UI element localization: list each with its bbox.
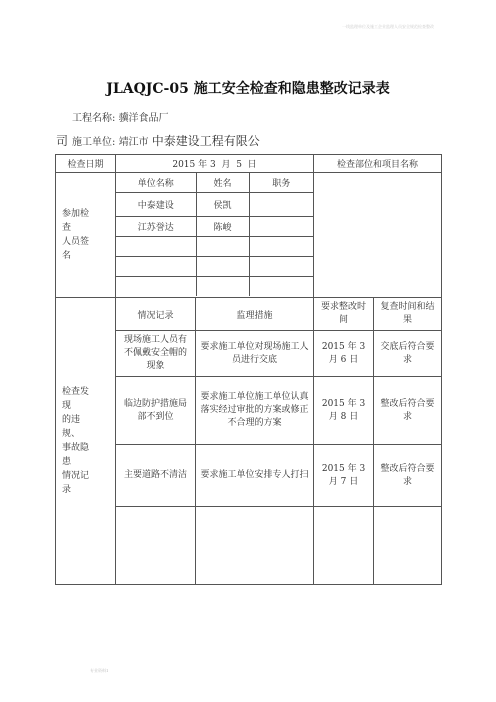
signature-section [56,173,442,298]
form-meta [56,108,432,154]
col-measure: 监理措施 [196,298,314,331]
signature-table [116,173,313,296]
issues-section-label: 检查发 现 的违 规、 事故隐 患 情况记 录 [56,298,116,585]
date-row [56,155,442,173]
col-deadline: 要求整改时间 [314,298,374,331]
signature-section-label: 参加检 查 人员签 名 [56,173,116,298]
issues-header-row [56,298,442,331]
signature-row [116,236,313,256]
project-field [72,108,252,130]
signature-row [116,276,313,296]
project-name: 骥洋食品厂 [118,113,169,124]
unit-label: 施工单位: [72,137,116,148]
date-value: 2015 年 3 月 5 日 [116,155,314,173]
issue-row: 现场施工人员有不佩戴安全帽的现象 要求施工单位对现场施工人员进行交底 2015 年 3 月 6 日 交底后符合要求 [56,331,442,377]
header-watermark-note: 一线监理单位及施工企业监理人员安全规范检查整改 [342,24,434,29]
issue-row: 主要道路不清洁 要求施工单位安排专人打扫 2015 年 3 月 7 日 整改后符合要求 [56,445,442,507]
issue-row: 临边防护措施局部不到位 要求施工单位施工单位认真落实经过审批的方案或修正不合理的方案 2015 年 3 月 8 日 整改后符合要求 [56,377,442,445]
inspection-form-table [55,154,442,585]
inspection-dept-value [314,173,442,298]
date-label: 检查日期 [56,155,116,173]
signature-grid [116,173,314,298]
col-review: 复查时间和结果 [374,298,442,331]
project-label: 工程名称: [72,113,116,124]
signature-row [116,256,313,276]
page-title: JLAQJC-05 施工安全检查和隐患整改记录表 [106,81,390,97]
unit-name: 中泰建设工程有限公 [151,134,260,148]
col-unit-name: 单位名称 [116,173,196,192]
page-footer: 专业资料1 [90,668,109,673]
signature-row: 中泰建设 侯凯 [116,192,313,216]
unit-name-continued: 司 [56,134,69,148]
col-record: 情况记录 [116,298,196,331]
signature-row: 江苏誉达 陈峻 [116,216,313,236]
col-person-name: 姓名 [196,173,249,192]
inspection-dept-label: 检查部位和项目名称 [314,155,442,173]
col-position: 职务 [249,173,313,192]
unit-prefix: 靖江市 [118,137,149,148]
unit-field [72,130,260,154]
